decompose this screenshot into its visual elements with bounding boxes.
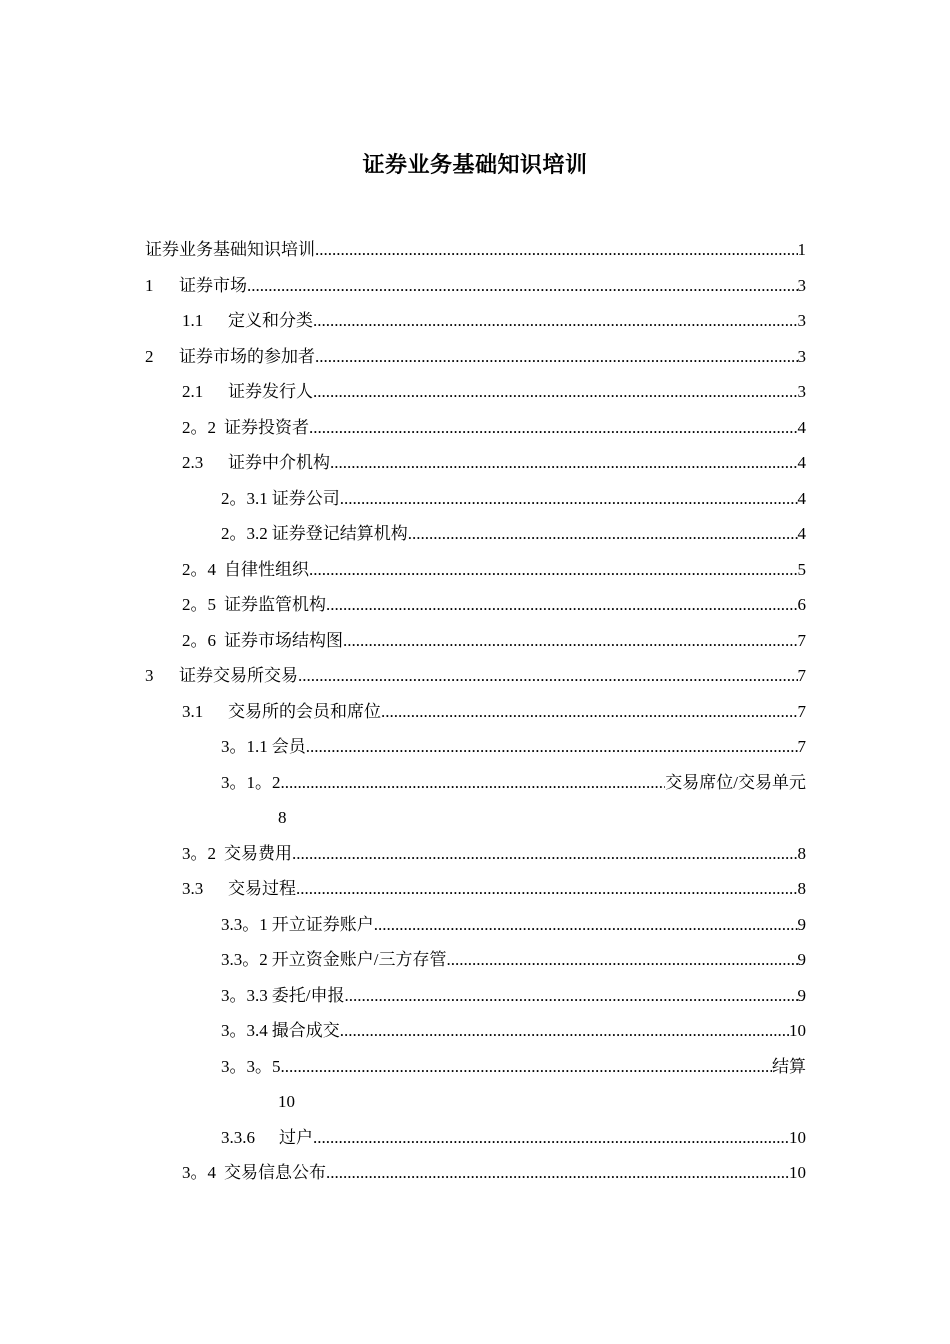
toc-entry[interactable] bbox=[145, 942, 806, 978]
toc-leader-dots bbox=[306, 729, 798, 765]
toc-leader-dots bbox=[309, 410, 798, 446]
toc-entry-page: 10 bbox=[789, 1127, 806, 1147]
toc-entry[interactable] bbox=[145, 410, 806, 446]
toc-entry-page: 6 bbox=[797, 595, 806, 614]
toc-entry-number: 3。2 bbox=[182, 843, 216, 863]
toc-leader-dots bbox=[313, 1120, 789, 1156]
toc-leader-dots bbox=[309, 552, 798, 588]
toc-entry-page: 3 bbox=[797, 311, 806, 330]
toc-entry-label: 自律性组织 bbox=[224, 559, 309, 579]
toc-entry-page: 7 bbox=[797, 701, 806, 721]
toc-entry[interactable] bbox=[145, 694, 806, 730]
toc-entry[interactable] bbox=[145, 516, 806, 552]
toc-entry-number: 3.3。2 bbox=[221, 950, 268, 969]
toc-leader-dots bbox=[313, 303, 798, 339]
toc-entry-page: 7 bbox=[797, 737, 806, 756]
toc-entry-number: 3。3.3 bbox=[221, 985, 268, 1005]
toc-entry-label: 证券交易所交易 bbox=[179, 666, 298, 685]
toc-entry-page: 10 bbox=[789, 1163, 806, 1182]
toc-entry[interactable] bbox=[145, 339, 806, 375]
toc-entry-page: 10 bbox=[278, 1092, 295, 1111]
toc-leader-dots bbox=[281, 765, 666, 801]
toc-entry-label: 证券公司 bbox=[271, 488, 340, 508]
toc-entry-label: 证券登记结算机构 bbox=[271, 524, 408, 543]
toc-entry[interactable] bbox=[145, 552, 806, 588]
toc-entry-number: 1.1 bbox=[182, 311, 204, 330]
toc-entry-number: 2。4 bbox=[182, 559, 216, 579]
toc-entry-page: 5 bbox=[797, 559, 806, 579]
toc-leader-dots bbox=[344, 978, 797, 1014]
toc-entry-page: 4 bbox=[797, 453, 806, 472]
toc-entry-label: 委托/申报 bbox=[271, 985, 345, 1005]
toc-entry[interactable] bbox=[145, 729, 806, 765]
toc-entry-number: 3。1.1 bbox=[221, 737, 268, 756]
toc-entry-page: 7 bbox=[797, 630, 806, 650]
toc-leader-dots bbox=[281, 1049, 773, 1085]
toc-entry-number: 3。1。2 bbox=[221, 772, 281, 792]
toc-entry-label: 证券中介机构 bbox=[228, 453, 330, 472]
toc-leader-dots bbox=[313, 374, 798, 410]
toc-leader-dots bbox=[340, 481, 798, 517]
toc-entry-page: 9 bbox=[797, 950, 806, 969]
toc-leader-dots bbox=[292, 836, 798, 872]
toc-entry[interactable] bbox=[145, 587, 806, 623]
toc-entry-number: 3。3。5 bbox=[221, 1056, 281, 1076]
toc-entry-label: 交易信息公布 bbox=[224, 1163, 326, 1182]
toc-entry-label: 交易过程 bbox=[228, 879, 296, 898]
toc-entry[interactable] bbox=[145, 374, 806, 410]
toc-leader-dots bbox=[330, 445, 798, 481]
toc-leader-dots bbox=[374, 907, 798, 943]
toc-entry-label: 开立证券账户 bbox=[271, 914, 374, 934]
toc-entry-number: 3 bbox=[145, 666, 154, 685]
toc-entry-page: 3 bbox=[797, 382, 806, 401]
toc-entry-page: 8 bbox=[797, 879, 806, 898]
toc-leader-dots bbox=[381, 694, 798, 730]
toc-entry-label: 定义和分类 bbox=[228, 311, 313, 330]
toc-entry-page: 3 bbox=[797, 346, 806, 366]
toc-entry-number: 2 bbox=[145, 346, 154, 366]
toc-entry[interactable] bbox=[145, 623, 806, 659]
toc-entry-page: 8 bbox=[278, 808, 287, 827]
toc-entry-number: 2。5 bbox=[182, 595, 216, 614]
toc-entry[interactable] bbox=[145, 871, 806, 907]
toc-entry-page: 7 bbox=[797, 666, 806, 685]
toc-entry[interactable] bbox=[145, 658, 806, 694]
toc-entry-number: 3。4 bbox=[182, 1163, 216, 1182]
toc-entry-label: 证券市场的参加者 bbox=[179, 346, 315, 366]
toc-entry[interactable] bbox=[145, 1013, 806, 1049]
toc-entry-label: 证券监管机构 bbox=[224, 595, 326, 614]
toc-entry-page: 9 bbox=[797, 985, 806, 1005]
toc-entry-number: 2。3.1 bbox=[221, 488, 268, 508]
toc-entry-label: 证券市场结构图 bbox=[224, 630, 343, 650]
toc-entry-label: 交易席位/交易单元 bbox=[665, 772, 806, 792]
toc-entry[interactable] bbox=[145, 978, 806, 1014]
toc-entry-number: 3.3 bbox=[182, 879, 204, 898]
toc-entry-page: 4 bbox=[797, 524, 806, 543]
toc-entry-label: 证券市场 bbox=[179, 275, 247, 295]
toc-entry-number: 2。2 bbox=[182, 417, 216, 437]
toc-entry-page: 4 bbox=[797, 417, 806, 437]
toc-leader-dots bbox=[408, 516, 798, 552]
toc-entry-page: 1 bbox=[797, 240, 806, 259]
toc-entry-page: 4 bbox=[797, 488, 806, 508]
toc-leader-dots bbox=[247, 268, 798, 304]
toc-entry-number: 3。3.4 bbox=[221, 1021, 268, 1040]
toc-leader-dots bbox=[340, 1013, 789, 1049]
toc-entry[interactable] bbox=[145, 481, 806, 517]
toc-entry-label: 证券业务基础知识培训 bbox=[145, 240, 315, 259]
toc-entry[interactable] bbox=[145, 907, 806, 943]
toc-entry-label: 交易所的会员和席位 bbox=[228, 701, 381, 721]
toc-entry[interactable] bbox=[145, 1155, 806, 1191]
toc-entry-label: 证券投资者 bbox=[224, 417, 309, 437]
toc-entry-number: 2。3.2 bbox=[221, 524, 268, 543]
toc-entry-page: 3 bbox=[797, 275, 806, 295]
toc-entry-label: 过户 bbox=[279, 1127, 313, 1147]
toc-entry[interactable] bbox=[145, 1049, 806, 1085]
toc-entry-label: 撮合成交 bbox=[271, 1021, 340, 1040]
toc-leader-dots bbox=[326, 1155, 789, 1191]
toc-entry-number: 2.3 bbox=[182, 453, 204, 472]
toc-leader-dots bbox=[315, 339, 798, 375]
toc-entry-number: 2。6 bbox=[182, 630, 216, 650]
toc-leader-dots bbox=[326, 587, 798, 623]
toc-entry-number: 1 bbox=[145, 275, 154, 295]
toc-entry-number: 3.3.6 bbox=[221, 1127, 255, 1147]
toc-entry[interactable] bbox=[145, 765, 806, 801]
toc-entry-number: 3.3。1 bbox=[221, 914, 268, 934]
page-title: 证券业务基础知识培训 bbox=[362, 152, 588, 177]
toc-entry[interactable] bbox=[145, 268, 806, 304]
toc-leader-dots bbox=[315, 232, 798, 268]
toc-entry[interactable] bbox=[145, 445, 806, 481]
toc-entry-page: 8 bbox=[797, 843, 806, 863]
toc-entry-number: 3.1 bbox=[182, 701, 204, 721]
toc-entry-label: 会员 bbox=[271, 737, 306, 756]
toc-entry[interactable] bbox=[145, 303, 806, 339]
toc-leader-dots bbox=[343, 623, 798, 659]
toc-entry-page: 9 bbox=[797, 914, 806, 934]
toc-entry[interactable] bbox=[145, 1120, 806, 1156]
table-of-contents bbox=[145, 232, 806, 1191]
toc-entry-label: 开立资金账户/三方存管 bbox=[271, 950, 447, 969]
toc-entry-number: 2.1 bbox=[182, 382, 204, 401]
toc-leader-dots bbox=[296, 871, 798, 907]
toc-entry[interactable] bbox=[145, 836, 806, 872]
toc-leader-dots bbox=[446, 942, 797, 978]
toc-entry-label: 交易费用 bbox=[224, 843, 292, 863]
toc-leader-dots bbox=[298, 658, 798, 694]
toc-entry-page: 10 bbox=[789, 1021, 806, 1040]
toc-entry-label: 证券发行人 bbox=[228, 382, 313, 401]
toc-entry-label: 结算 bbox=[772, 1056, 806, 1076]
toc-entry[interactable] bbox=[145, 232, 806, 268]
